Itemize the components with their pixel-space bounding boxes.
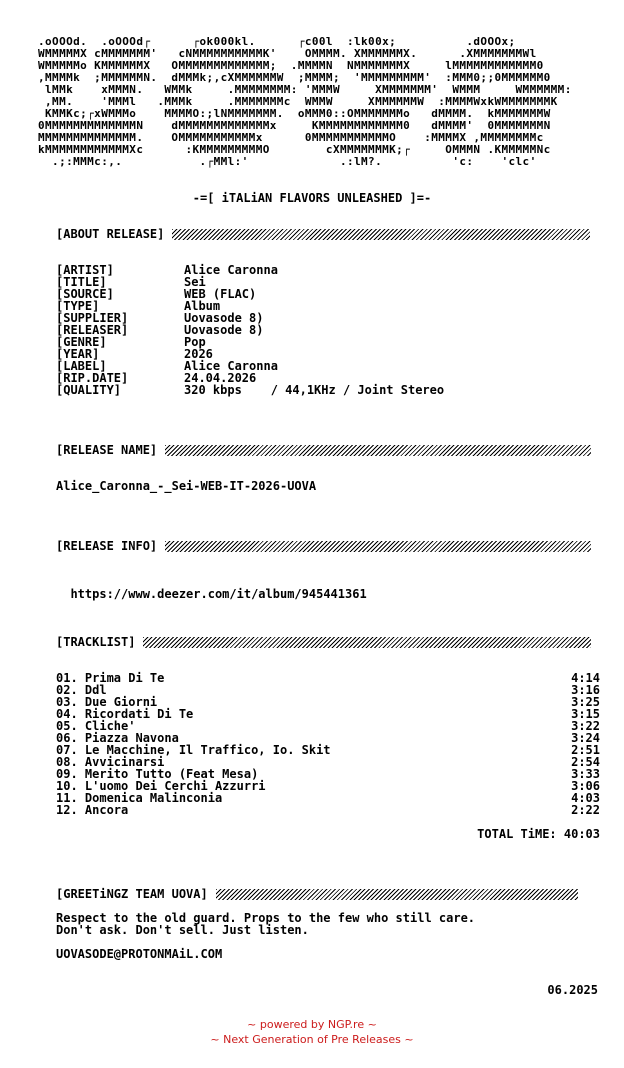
track-duration: 3:22 — [571, 719, 600, 733]
release-name-title: [RELEASE NAME] — [56, 443, 158, 457]
track-title: 07. Le Macchine, Il Traffico, Io. Skit — [56, 743, 331, 757]
hatch-divider — [143, 637, 591, 648]
footer-tagline: ~ Next Generation of Pre Releases ~ — [210, 1033, 414, 1046]
footer-powered-by: ~ powered by NGP.re ~ — [247, 1018, 377, 1031]
ascii-art-line: kMMMMMMMMMMMMXc :KMMMMMMMMMO cXMMMMMMMK;┌ OMMMN .KMMMMMNc — [38, 143, 551, 156]
ascii-art-line: MMMMMMMMMMMMMM. OMMMMMMMMMMMx 0MMMMMMMMMMMO :MMMMX ,MMMMMMMMc — [38, 131, 544, 144]
track-duration: 3:33 — [571, 767, 600, 781]
track-row — [56, 708, 600, 720]
about-key: [TYPE] — [56, 299, 100, 313]
release-name-value: Alice_Caronna_-_Sei-WEB-IT-2026-UOVA — [56, 479, 317, 493]
track-title: 10. L'uomo Dei Cerchi Azzurri — [56, 779, 266, 793]
track-duration: 4:14 — [571, 671, 600, 685]
about-row — [56, 336, 444, 348]
track-duration: 2:54 — [571, 755, 600, 769]
track-title: 12. Ancora — [56, 803, 129, 817]
track-title: 08. Avvicinarsi — [56, 755, 165, 769]
ascii-art-line: .oOOOd. .oOOOd┌ ┌ok000kl. ┌c00l :lk00x; .dOOOx; — [38, 35, 516, 48]
about-row — [56, 324, 444, 336]
about-value: Pop — [184, 335, 206, 349]
track-duration: 3:25 — [571, 695, 600, 709]
track-duration: 3:15 — [571, 707, 600, 721]
track-title: 09. Merito Tutto (Feat Mesa) — [56, 767, 259, 781]
about-value: WEB (FLAC) — [184, 287, 257, 301]
ascii-art-line: .;:MMMc:,. .┌MMl:' .:lM?. 'c: 'clc' — [38, 155, 537, 168]
about-value: 2026 — [184, 347, 213, 361]
hatch-divider — [165, 541, 591, 552]
track-title: 11. Domenica Malinconia — [56, 791, 223, 805]
total-time: TOTAL TiME: 40:03 — [477, 827, 600, 841]
about-value: Sei — [184, 275, 206, 289]
about-release-table — [56, 264, 444, 396]
about-value: 24.04.2026 — [184, 371, 257, 385]
release-info-header — [56, 540, 591, 552]
about-key: [LABEL] — [56, 359, 107, 373]
track-row — [56, 672, 600, 684]
about-key: [RIP.DATE] — [56, 371, 129, 385]
tracklist-table — [56, 672, 600, 816]
release-name-header — [56, 444, 591, 456]
hatch-divider — [216, 889, 578, 900]
about-key: [GENRE] — [56, 335, 107, 349]
ascii-art-line: lMMk xMMMN. WMMk .MMMMMMMM: 'MMMW XMMMMMMM' WMMM WMMMMMM: — [38, 83, 572, 96]
about-release-title: [ABOUT RELEASE] — [56, 227, 165, 241]
track-title: 03. Due Giorni — [56, 695, 158, 709]
about-value: Uovasode 8) — [184, 323, 264, 337]
about-key: [SOURCE] — [56, 287, 114, 301]
about-row — [56, 288, 444, 300]
track-title: 01. Prima Di Te — [56, 671, 165, 685]
about-value: Album — [184, 299, 221, 313]
greetings-line-2: Don't ask. Don't sell. Just listen. — [56, 923, 309, 937]
contact-email: UOVASODE@PROTONMAiL.COM — [56, 947, 223, 961]
greetings-title: [GREETiNGZ TEAM UOVA] — [56, 887, 208, 901]
release-info-link[interactable]: https://www.deezer.com/it/album/945441361 — [70, 587, 367, 601]
track-duration: 2:51 — [571, 743, 600, 757]
about-value: Alice Caronna — [184, 263, 278, 277]
about-release-header — [56, 228, 590, 240]
greetings-line-1: Respect to the old guard. Props to the few who still care. — [56, 911, 476, 925]
about-key: [TITLE] — [56, 275, 107, 289]
track-title: 05. Cliche' — [56, 719, 136, 733]
about-row — [56, 264, 444, 276]
track-row — [56, 792, 600, 804]
track-title: 06. Piazza Navona — [56, 731, 179, 745]
about-key: [YEAR] — [56, 347, 100, 361]
ascii-art-line: ,MMMMk ;MMMMMMN. dMMMk;,cXMMMMMMW ;MMMM; 'MMMMMMMMM' :MMM0;;0MMMMMM0 — [38, 71, 551, 84]
ascii-art-logo — [38, 36, 572, 168]
greetings-header — [56, 888, 578, 900]
track-title: 02. Ddl — [56, 683, 107, 697]
tracklist-header — [56, 636, 591, 648]
ascii-art-line: KMMKc;┌xWMMMo MMMMO:;lNMMMMMMM. oMMM0::OMMMMMMMo dMMMM. kMMMMMMMW — [38, 107, 551, 120]
hatch-divider — [165, 445, 591, 456]
about-value: 320 kbps / 44,1KHz / Joint Stereo — [184, 383, 445, 397]
tracklist-title: [TRACKLIST] — [56, 635, 136, 649]
about-value: Uovasode 8) — [184, 311, 264, 325]
track-duration: 2:22 — [571, 803, 600, 817]
about-key: [ARTIST] — [56, 263, 114, 277]
about-key: [QUALITY] — [56, 383, 122, 397]
release-date: 06.2025 — [547, 983, 598, 997]
track-duration: 3:06 — [571, 779, 600, 793]
ascii-art-line: WMMMMMX cMMMMMMM' cNMMMMMMMMMMK' OMMMM. XMMMMMMX. .XMMMMMMMWl — [38, 47, 537, 60]
tagline: -=[ iTALiAN FLAVORS UNLEASHED ]=- — [192, 191, 432, 205]
about-value: Alice Caronna — [184, 359, 278, 373]
about-row — [56, 384, 444, 396]
ascii-art-line: WMMMMMo KMMMMMMX OMMMMMMMMMMMMM; .MMMMN NMMMMMMMX lMMMMMMMMMMMM0 — [38, 59, 544, 72]
release-info-title: [RELEASE INFO] — [56, 539, 158, 553]
hatch-divider — [172, 229, 590, 240]
about-key: [SUPPLIER] — [56, 311, 129, 325]
about-key: [RELEASER] — [56, 323, 129, 337]
track-row — [56, 804, 600, 816]
ascii-art-line: 0MMMMMMMMMMMMMN dMMMMMMMMMMMMMx KMMMMMMMMMMMM0 dMMMM' 0MMMMMMMN — [38, 119, 551, 132]
track-title: 04. Ricordati Di Te — [56, 707, 194, 721]
track-duration: 4:03 — [571, 791, 600, 805]
ascii-art-line: ,MM. 'MMMl .MMMk .MMMMMMMc WMMW XMMMMMMW :MMMMWxkWMMMMMMMK — [38, 95, 558, 108]
track-duration: 3:24 — [571, 731, 600, 745]
track-duration: 3:16 — [571, 683, 600, 697]
